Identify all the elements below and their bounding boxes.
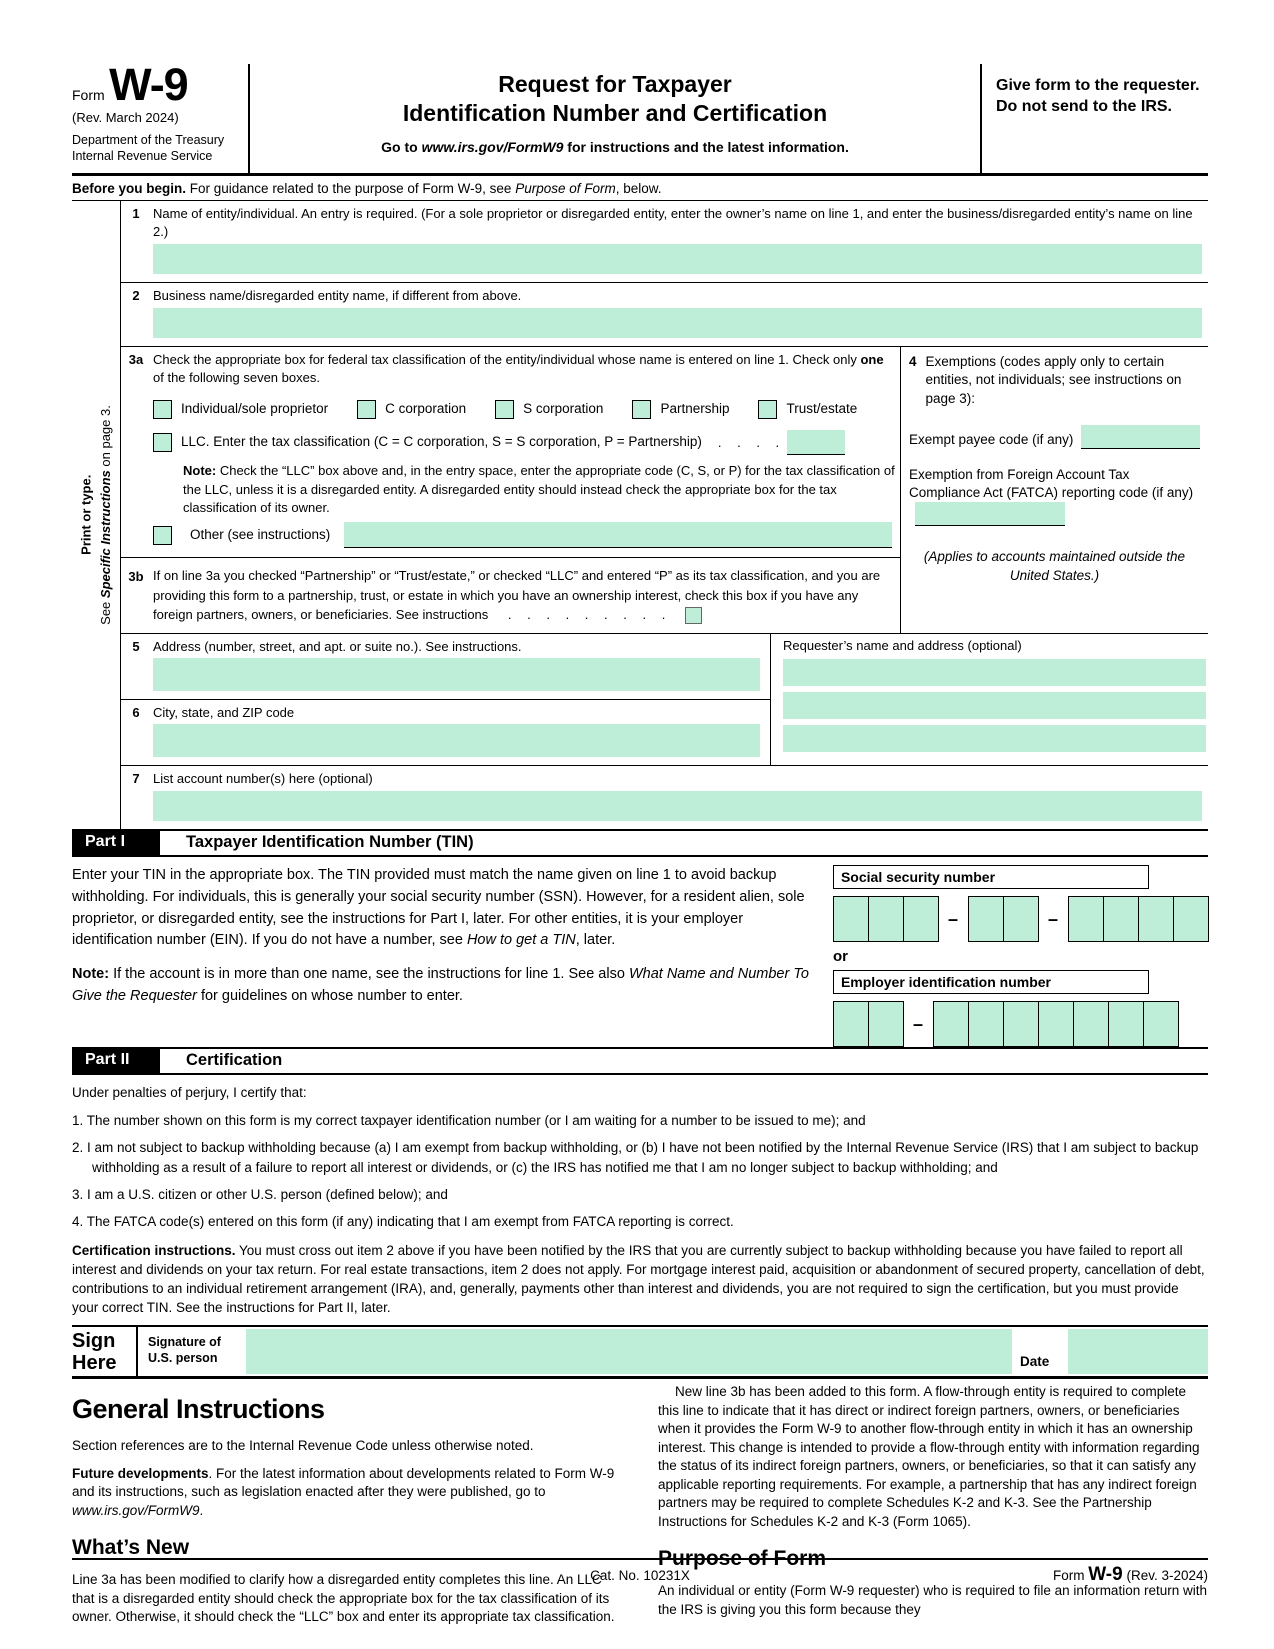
requester-column [770, 634, 1208, 765]
goto-line [258, 139, 972, 155]
ein-digit-box[interactable] [1143, 1001, 1179, 1047]
line3a-label [153, 351, 896, 387]
line3b-new-paragraph: New line 3b has been added to this form. A flow-through entity is required to complete this line to indicate that it has direct or indirect foreign partners, owners, or beneficiaries when it provides the Form W-9 to another flow-through entity in which it has an ownership interest. This change is intended to provide a flow-through entity with information regarding the status of its indirect foreign partners, owners, or beneficiaries, so that it can satisfy any applicable reporting requirements. For example, a partnership that has any indirect foreign partners may be required to complete Schedules K-2 and K-3. See the Partnership Instructions for Schedules K-2 and K-3 (Form 1065). [658, 1384, 1200, 1529]
see-suffix: on page 3. [98, 404, 113, 470]
llc-classification-entry-field[interactable] [787, 430, 845, 455]
checkbox-label: C corporation [385, 401, 467, 417]
line6-label: City, state, and ZIP code [153, 704, 295, 720]
line5-row [121, 634, 770, 700]
ein-digit-box[interactable] [868, 1001, 904, 1047]
sign-here-label [72, 1327, 138, 1377]
sign-word: Sign [72, 1329, 116, 1352]
part1-body [72, 857, 1208, 1047]
line2-row [121, 283, 1208, 347]
ssn-digit-box[interactable] [1173, 896, 1209, 942]
account-numbers-input-field[interactable] [153, 791, 1202, 821]
line1-row [121, 201, 1208, 283]
llc-label: LLC. Enter the tax classification (C = C corporation, S = S corporation, P = Partnership) [181, 434, 702, 450]
checkbox-label: S corporation [523, 401, 604, 417]
form-title-line2: Identification Number and Certification [402, 99, 828, 126]
classification-checkbox-row [153, 400, 896, 419]
form-header [72, 59, 1208, 176]
ssn-digit-box[interactable] [1103, 896, 1139, 942]
certification-instructions-text: You must cross out item 2 above if you have been notified by the IRS that you are currently subject to backup withholding because you have failed to report all interest and dividends on your tax return. For real estate transactions, item 2 does not apply. For mortgage interest paid, acquisition or abandonment of secured property, cancellation of debt, contributions to an individual retirement arrangement (IRA), and, generally, payments other than interest and dividends, you are not required to sign the certification, but you must provide your correct TIN. See the instructions for Part II, later. [72, 1243, 1205, 1316]
line1-number: 1 [132, 205, 140, 221]
future-developments-url: www.irs.gov/FormW9 [72, 1502, 200, 1518]
line3a-label-pre: Check the appropriate box for federal tax classification of the entity/individual whose name is entered on line 1. Check only [153, 352, 861, 368]
requester-label: Requester’s name and address (optional) [783, 637, 1022, 653]
part2-title: Certification [186, 1051, 283, 1070]
ssn-digit-box[interactable] [833, 896, 869, 942]
checkbox-label: Partnership [660, 401, 730, 417]
certification-intro: Under penalties of perjury, I certify that: [72, 1085, 307, 1101]
whats-new-paragraph: Line 3a has been modified to clarify how a disregarded entity completes this line. An LLC that is a disregarded entity should check the appropriate box for the tax classification of its owner. Otherwise, it should check the “LLC” box and enter its appropriate tax classification. [72, 1572, 615, 1625]
part1-banner [72, 829, 1208, 857]
llc-note [153, 459, 896, 522]
form-body [72, 200, 1208, 830]
business-name-input-field[interactable] [153, 308, 1202, 338]
before-begin-mid: For guidance related to the purpose of Form W-9, see [186, 180, 516, 196]
checkbox-partnership[interactable] [632, 400, 729, 419]
checkbox-s-corporation[interactable] [495, 400, 603, 419]
department-label: Department of the Treasury [72, 133, 225, 147]
checkbox-llc[interactable] [153, 433, 172, 452]
line3b-number: 3b [128, 569, 144, 584]
name-input-field[interactable] [153, 244, 1202, 274]
checkbox-foreign-partners[interactable] [685, 607, 702, 624]
line3a-label-bold: one [860, 352, 884, 368]
before-begin-post: , below. [615, 180, 662, 196]
certification-item-3: 3. I am a U.S. citizen or other U.S. person (defined below); and [72, 1186, 448, 1202]
checkbox-label: Individual/sole proprietor [181, 401, 329, 417]
line7-number: 7 [132, 770, 140, 786]
line7-row [121, 766, 1208, 829]
date-label: Date [1020, 1354, 1050, 1370]
other-entry-field[interactable] [344, 522, 892, 548]
instructions-left-column [72, 1383, 622, 1635]
line3-and-4-row [121, 347, 1208, 633]
city-state-zip-input-field[interactable] [153, 724, 760, 757]
line7-label: List account number(s) here (optional) [153, 770, 373, 786]
line1-label: Name of entity/individual. An entry is required. (For a sole proprietor or disregarded entity, enter the owner’s name on line 1, and enter the business/disregarded entity’s name on line 2.) [153, 205, 1193, 239]
goto-suffix: for instructions and the latest information. [563, 138, 849, 155]
agency-label: Internal Revenue Service [72, 149, 213, 164]
ssn-digit-row [833, 896, 1208, 942]
part1-badge: Part I [72, 831, 160, 855]
applies-note: (Applies to accounts maintained outside the United States.) [923, 549, 1186, 584]
signature-input-field[interactable] [246, 1329, 1012, 1375]
part2-badge: Part II [72, 1049, 160, 1073]
general-instructions-heading: General Instructions [72, 1394, 325, 1425]
line3b-label [151, 564, 900, 625]
goto-url: www.irs.gov/FormW9 [421, 138, 564, 155]
purpose-of-form-paragraph: An individual or entity (Form W-9 requester) who is required to file an information return with the IRS is giving you this form because they [658, 1583, 1207, 1617]
ssn-digit-box[interactable] [1068, 896, 1104, 942]
exempt-payee-label: Exempt payee code (if any) [909, 431, 1074, 447]
part1-title: Taxpayer Identification Number (TIN) [186, 833, 474, 852]
form-title [258, 70, 972, 128]
ein-digit-box[interactable] [1108, 1001, 1144, 1047]
dot-leader: . . . . [717, 434, 780, 450]
checkbox-icon[interactable] [495, 400, 514, 419]
print-or-type-label: Print or type. [78, 474, 94, 555]
part1-p1-pre: Enter your TIN in the appropriate box. The TIN provided must match the name given on line 1 to avoid backup withholding. For individuals, this is generally your social security number (SSN). However, for a resident alien, sole proprietor, or disregarded entity, see the instructions for Part I, later. For other entities, it is your employer identification number (EIN). If you do not have a number, see [72, 867, 805, 949]
ein-digit-box[interactable] [1003, 1001, 1039, 1047]
line3a-block [121, 347, 900, 558]
here-word: Here [72, 1352, 117, 1375]
line2-label: Business name/disregarded entity name, if different from above. [153, 287, 522, 303]
certification-item-1: 1. The number shown on this form is my correct taxpayer identification number (or I am waiting for a number to be issued to me); and [72, 1113, 866, 1129]
certification-item-2: 2. I am not subject to backup withholding because (a) I am exempt from backup withholding, or (b) I have not been notified by the Internal Revenue Service (IRS) that I am subject to backup withholding as a result of a failure to report all interest or dividends, or (c) the IRS has notified me that I am no longer subject to backup withholding; and [72, 1140, 1199, 1175]
form-revision: (Rev. March 2024) [72, 110, 179, 125]
exemptions-column [900, 347, 1208, 632]
checkbox-individual-sole-proprietor[interactable] [153, 400, 328, 419]
line3a-number: 3a [128, 352, 144, 368]
footer-revision: (Rev. 3-2024) [1126, 1568, 1208, 1583]
checkbox-icon[interactable] [357, 400, 376, 419]
page-footer [72, 1558, 1208, 1592]
part1-note-post: for guidelines on whose number to enter. [196, 987, 463, 1004]
instructions-right-column [658, 1383, 1208, 1635]
tin-column [821, 865, 1208, 1047]
ssn-label-box: Social security number [833, 865, 1149, 889]
ssn-digit-box[interactable] [1138, 896, 1174, 942]
whats-new-heading: What’s New [72, 1536, 190, 1560]
sidebar-vertical-text [77, 405, 116, 625]
checkbox-trust-estate[interactable] [758, 400, 857, 419]
llc-note-text: Check the “LLC” box above and, in the entry space, enter the appropriate code (C, S, or P) for the tax classification of the LLC, unless it is a disregarded entity. A disregarded entity should instead check the appropriate box for the tax classification of its owner. [183, 463, 895, 515]
before-begin-bold: Before you begin. [72, 180, 187, 196]
checkbox-icon[interactable] [153, 400, 172, 419]
part1-p1-em: How to get a TIN [466, 932, 576, 949]
part2-banner [72, 1047, 1208, 1075]
footer-form-id [1053, 1564, 1208, 1586]
form-title-line1: Request for Taxpayer [498, 71, 732, 97]
line5-label: Address (number, street, and apt. or suite no.). See instructions. [153, 638, 522, 654]
exemptions-label: Exemptions (codes apply only to certain entities, not individuals; see instructions on page 3): [925, 354, 1182, 406]
ein-label-box: Employer identification number [833, 970, 1149, 994]
line5-number: 5 [132, 638, 140, 654]
catalog-number: Cat. No. 10231X [590, 1568, 690, 1583]
form-word: Form [72, 87, 105, 103]
line6-number: 6 [132, 704, 140, 720]
checkbox-icon[interactable] [632, 400, 651, 419]
section-references-paragraph: Section references are to the Internal Revenue Code unless otherwise noted. [72, 1438, 534, 1454]
ssn-dash: – [947, 908, 958, 929]
line3b-text: If on line 3a you checked “Partnership” or “Trust/estate,” or checked “LLC” and entered “P” as its tax classification, and you are providing this form to a partnership, trust, or estate in which you have an ownership interest, check this box if you have any foreign partners, owners, or beneficiaries. See instructions [153, 568, 881, 622]
ein-digit-box[interactable] [933, 1001, 969, 1047]
footer-form-word: Form [1052, 1568, 1085, 1583]
fatca-label: Exemption from Foreign Account Tax Compliance Act (FATCA) reporting code (if any) [909, 466, 1194, 500]
ein-digit-row [833, 1001, 1208, 1047]
ein-digit-box[interactable] [833, 1001, 869, 1047]
future-developments-mid: . For the latest information about developments related to Form W-9 and its instructions, such as legislation enacted after they were published, go to [72, 1465, 615, 1500]
ein-dash: – [912, 1013, 923, 1034]
exempt-payee-code-field[interactable] [1081, 425, 1200, 449]
address-input-field[interactable] [153, 658, 760, 691]
requester-input-field-1[interactable] [783, 659, 1206, 686]
form-number: W-9 [109, 59, 188, 110]
see-instructions-label [96, 405, 116, 625]
checkbox-label: Trust/estate [786, 401, 858, 417]
dot-leader: . . . . . . . . . [507, 607, 666, 622]
part1-paragraph [72, 865, 809, 952]
line6-row [121, 700, 770, 765]
llc-row [153, 430, 896, 455]
ein-digit-box[interactable] [1038, 1001, 1074, 1047]
part1-note-em: What Name and Number To Give the Requester [72, 966, 809, 1004]
line2-number: 2 [132, 287, 140, 303]
line3a-label-post: of the following seven boxes. [153, 370, 320, 386]
certification-instructions-bold: Certification instructions. [72, 1243, 236, 1258]
purpose-of-form-heading: Purpose of Form [658, 1547, 827, 1571]
ssn-digit-box[interactable] [903, 896, 939, 942]
requester-input-field-3[interactable] [783, 725, 1206, 752]
form-id-block [72, 59, 250, 173]
ein-digit-box[interactable] [1073, 1001, 1109, 1047]
signature-caption-line2: U.S. person [148, 1350, 218, 1365]
see-word: See [98, 597, 113, 625]
future-developments-paragraph [72, 1465, 622, 1520]
future-developments-bold: Future developments [72, 1465, 209, 1481]
signature-caption-line1: Signature of [148, 1334, 221, 1349]
before-begin-em: Purpose of Form [515, 180, 616, 196]
date-input-field[interactable] [1068, 1329, 1208, 1375]
part1-note-mid: If the account is in more than one name, see the instructions for line 1. See also [109, 966, 629, 983]
future-developments-post: . [199, 1502, 204, 1518]
exempt-payee-row [909, 425, 1200, 449]
line4-number: 4 [909, 354, 917, 370]
ein-digit-box[interactable] [968, 1001, 1004, 1047]
line5-6-row [121, 634, 1208, 766]
checkbox-icon[interactable] [758, 400, 777, 419]
part2-body [72, 1075, 1208, 1318]
or-label: or [832, 948, 848, 966]
before-begin-note [72, 176, 1208, 200]
form-title-block [250, 64, 982, 173]
certification-item-4: 4. The FATCA code(s) entered on this form (if any) indicating that I am exempt from FATCA reporting is correct. [72, 1213, 734, 1229]
sign-here-row [72, 1325, 1208, 1380]
fatca-code-field[interactable] [915, 502, 1065, 526]
line3b-block [121, 558, 900, 633]
goto-prefix: Go to [381, 138, 422, 155]
signature-caption [138, 1327, 246, 1377]
requester-input-field-2[interactable] [783, 692, 1206, 719]
other-row [153, 522, 896, 551]
ssn-dash: – [1047, 908, 1058, 929]
general-instructions [72, 1379, 1208, 1635]
checkbox-c-corporation[interactable] [357, 400, 466, 419]
give-form-note: Give form to the requester. Do not send to the IRS. [996, 77, 1200, 115]
llc-note-bold: Note: [183, 463, 217, 479]
ssn-digit-box[interactable] [968, 896, 1004, 942]
ssn-digit-box[interactable] [1003, 896, 1039, 942]
part1-p1-post: , later. [575, 932, 616, 949]
ssn-digit-box[interactable] [868, 896, 904, 942]
print-or-type-sidebar [72, 201, 120, 830]
specific-instructions-em: Specific Instructions [98, 470, 113, 598]
fatca-row [909, 466, 1200, 526]
checkbox-other[interactable] [153, 526, 172, 545]
part1-note [72, 964, 809, 1008]
other-label: Other (see instructions) [190, 526, 331, 542]
footer-form-number: W-9 [1088, 1564, 1123, 1585]
part1-note-bold: Note: [72, 966, 110, 983]
certification-instructions [72, 1241, 1208, 1318]
